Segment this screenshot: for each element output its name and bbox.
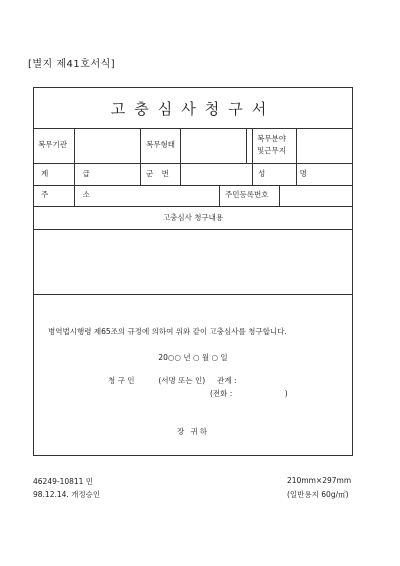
divider-content: [34, 294, 352, 295]
label-name: 성 명: [258, 169, 323, 178]
footer-approval: 98.12.14. 개정승인: [33, 490, 101, 499]
divider-row3: [34, 206, 352, 207]
form-title: 고충심사청구서: [110, 100, 276, 118]
addressee: 장 귀하: [176, 427, 210, 436]
label-service-org: 복무기관: [38, 140, 67, 149]
footer-form-code: 46249-10811 민: [33, 477, 94, 486]
divider-row2: [34, 185, 352, 186]
col-divider-b: [140, 128, 141, 185]
label-resident-number: 주민등록번호: [225, 190, 269, 199]
form-number-label: [별지 제41호서식]: [28, 59, 116, 70]
date-line: 20○○ 년 ○ 월 ○ 일: [158, 353, 228, 362]
label-rank: 계 급: [41, 169, 106, 178]
col-divider-d: [246, 128, 247, 163]
col-divider-f: [279, 185, 280, 206]
divider-heading: [34, 229, 352, 230]
phone-line: (전화 : ): [210, 389, 288, 398]
col-divider-e: [219, 185, 220, 206]
petition-form-frame: [33, 87, 353, 456]
divider-row1: [34, 163, 352, 164]
label-address: 주 소: [41, 190, 106, 199]
col-divider-c: [180, 128, 181, 185]
content-heading: 고충심사 청구내용: [162, 213, 224, 222]
claimant-line: 청 구 인 (서명 또는 인) 관계 :: [108, 376, 237, 385]
col-divider-g: [252, 128, 253, 185]
footer-paper-size: 210mm×297mm: [287, 476, 352, 485]
label-service-area-1: 복무분야: [257, 134, 286, 143]
declaration-text: 병역법시행령 제65조의 규정에 의하여 위와 같이 고충심사를 청구합니다.: [48, 327, 287, 336]
label-service-type: 복무형태: [146, 140, 175, 149]
footer-paper-type: (일반용지 60g/㎡): [287, 490, 349, 499]
label-service-area-2: 및근무지: [257, 146, 286, 155]
label-service-number: 군 번: [146, 169, 172, 178]
divider-title: [34, 128, 352, 129]
